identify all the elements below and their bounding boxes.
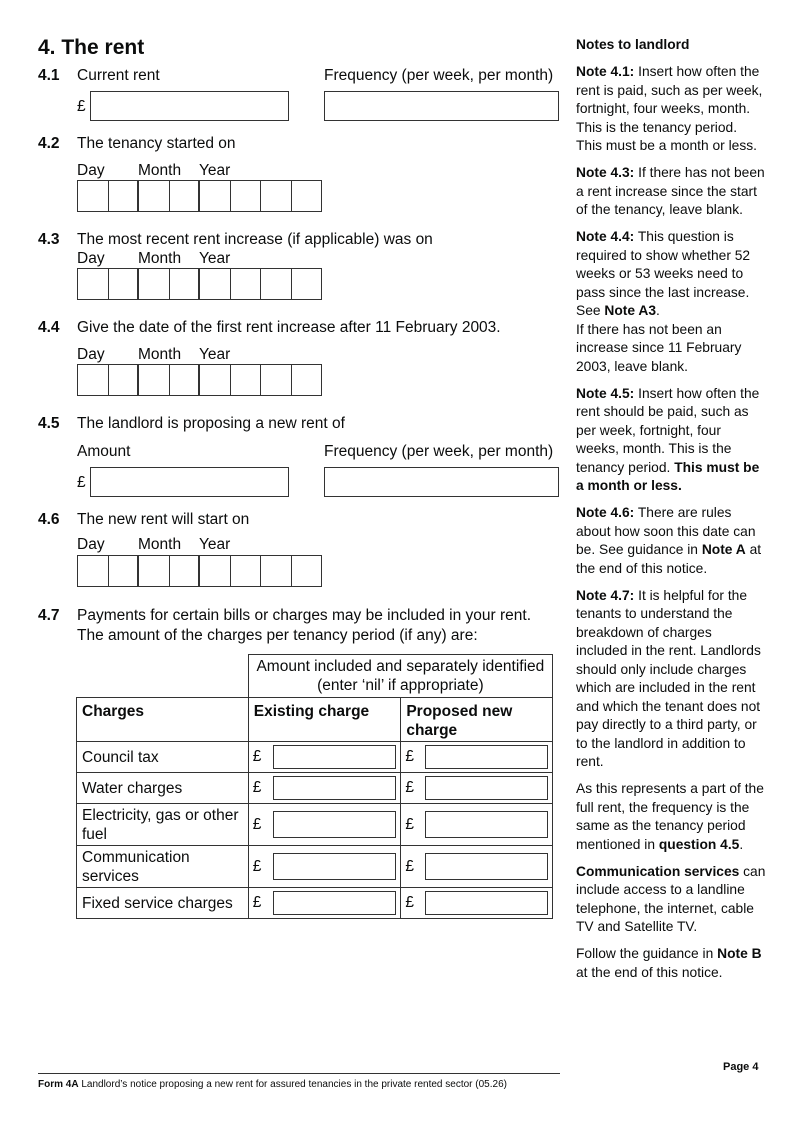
pound-sign: £ <box>405 857 414 875</box>
date-digit-cell[interactable] <box>78 365 109 395</box>
month-label: Month <box>138 162 182 179</box>
question-4-7-text-line2: The amount of the charges per tenancy period (if any) are: <box>77 627 478 644</box>
notes-heading: Notes to landlord <box>576 37 690 52</box>
pound-sign: £ <box>252 857 262 875</box>
current-rent-input[interactable] <box>90 91 289 121</box>
question-4-3-text: The most recent rent increase (if applicable) was on <box>77 231 433 248</box>
section-title: 4. The rent <box>38 36 145 59</box>
date-digit-cell[interactable] <box>200 269 231 299</box>
tenancy-start-date-input[interactable] <box>77 180 322 212</box>
day-label: Day <box>77 162 105 179</box>
date-digit-cell[interactable] <box>200 365 231 395</box>
table-row <box>77 804 553 846</box>
first-increase-date-input[interactable] <box>77 364 322 396</box>
table-row <box>77 846 553 888</box>
note-4-7: Note 4.7: It is helpful for the tenants to understand the breakdown of charges included in the rent. Landlords should only include charges which are included in the rent and which the tenant does not pay directly to a third party, or to the landlord in addition to rent. <box>576 587 761 769</box>
date-digit-cell[interactable] <box>231 269 262 299</box>
date-digit-cell[interactable] <box>231 365 262 395</box>
note-follow-guidance: Follow the guidance in Note B at the end of this notice. <box>576 946 762 980</box>
month-label: Month <box>138 250 182 267</box>
footer-text: Form 4A Landlord’s notice proposing a new rent for assured tenancies in the private rented sector (05.26) <box>38 1079 507 1090</box>
pound-sign: £ <box>252 748 262 765</box>
date-digit-cell[interactable] <box>78 181 109 211</box>
date-digit-cell[interactable] <box>109 269 140 299</box>
pound-sign: £ <box>252 779 262 796</box>
charges-column-header: Charges <box>77 698 249 742</box>
note-frequency: As this represents a part of the full rent, the frequency is the same as the tenancy period mentioned in question 4.5. <box>576 781 764 852</box>
question-4-4-number: 4.4 <box>38 319 60 336</box>
date-digit-cell[interactable] <box>78 269 109 299</box>
charge-label: Electricity, gas or other fuel <box>77 804 249 846</box>
date-digit-cell[interactable] <box>200 556 231 586</box>
date-digit-cell[interactable] <box>139 181 170 211</box>
pound-sign: £ <box>405 894 414 911</box>
date-digit-cell[interactable] <box>78 556 109 586</box>
council-tax-existing-input[interactable] <box>273 745 397 769</box>
date-digit-cell[interactable] <box>170 365 201 395</box>
date-digit-cell[interactable] <box>231 556 262 586</box>
current-rent-frequency-input[interactable] <box>324 91 559 121</box>
date-digit-cell[interactable] <box>261 365 292 395</box>
water-charges-existing-input[interactable] <box>273 776 397 800</box>
question-4-2-number: 4.2 <box>38 135 60 152</box>
date-digit-cell[interactable] <box>139 556 170 586</box>
date-digit-cell[interactable] <box>261 269 292 299</box>
pound-sign: £ <box>77 474 86 491</box>
question-4-2-text: The tenancy started on <box>77 135 236 152</box>
council-tax-proposed-input[interactable] <box>425 745 548 769</box>
question-4-1-text: Current rent <box>77 67 160 84</box>
date-digit-cell[interactable] <box>109 365 140 395</box>
question-4-1-frequency-label: Frequency (per week, per month) <box>324 67 554 84</box>
pound-sign: £ <box>252 815 262 833</box>
note-4-6: Note 4.6: There are rules about how soon this date can be. See guidance in Note A at the end of this notice. <box>576 505 762 576</box>
notes-panel <box>576 36 766 991</box>
table-row <box>77 888 553 919</box>
recent-increase-date-input[interactable] <box>77 268 322 300</box>
footer-divider <box>38 1073 560 1074</box>
date-digit-cell[interactable] <box>170 269 201 299</box>
charge-label: Water charges <box>77 773 249 804</box>
pound-sign: £ <box>405 815 414 833</box>
question-4-1-number: 4.1 <box>38 67 60 84</box>
month-label: Month <box>138 536 182 553</box>
note-4-4: Note 4.4: This question is required to show whether 52 weeks or 53 weeks need to pass since the last increase. See Note A3. If there has not been an increase since 11 February 2003, leave blank. <box>576 229 751 374</box>
question-4-7-text-line1: Payments for certain bills or charges may be included in your rent. <box>77 607 532 624</box>
question-4-7-number: 4.7 <box>38 607 60 624</box>
date-digit-cell[interactable] <box>170 181 201 211</box>
charges-group-header: Amount included and separately identified (enter ‘nil’ if appropriate) <box>248 655 552 698</box>
question-4-6-text: The new rent will start on <box>77 511 250 528</box>
new-rent-frequency-input[interactable] <box>324 467 559 497</box>
year-label: Year <box>199 250 231 267</box>
date-digit-cell[interactable] <box>170 556 201 586</box>
date-digit-cell[interactable] <box>292 556 323 586</box>
note-communication-services: Communication services can include access to a landline telephone, the internet, cable TV and Satellite TV. <box>576 863 766 934</box>
charge-label: Council tax <box>77 742 249 773</box>
charge-label: Communication services <box>77 846 249 888</box>
date-digit-cell[interactable] <box>261 181 292 211</box>
year-label: Year <box>199 162 231 179</box>
month-label: Month <box>138 346 182 363</box>
day-label: Day <box>77 536 105 553</box>
note-4-5: Note 4.5: Insert how often the rent should be paid, such as per week, fortnight, four weeks, month. This is the tenancy period. This must be a month or less. <box>576 385 760 493</box>
pound-sign: £ <box>405 748 414 765</box>
date-digit-cell[interactable] <box>261 556 292 586</box>
communication-existing-input[interactable] <box>273 853 397 880</box>
page-number: Page 4 <box>723 1061 759 1073</box>
pound-sign: £ <box>405 779 414 796</box>
new-rent-frequency-label: Frequency (per week, per month) <box>324 443 554 460</box>
fuel-existing-input[interactable] <box>273 811 397 838</box>
table-row <box>77 773 553 804</box>
question-4-5-text: The landlord is proposing a new rent of <box>77 415 345 432</box>
question-4-4-text: Give the date of the first rent increase after 11 February 2003. <box>77 319 501 336</box>
charges-table <box>76 654 553 919</box>
service-charges-existing-input[interactable] <box>273 891 397 915</box>
date-digit-cell[interactable] <box>292 181 323 211</box>
water-charges-proposed-input[interactable] <box>425 776 548 800</box>
pound-sign: £ <box>77 98 86 115</box>
date-digit-cell[interactable] <box>292 365 323 395</box>
charge-label: Fixed service charges <box>77 888 249 919</box>
new-rent-amount-input[interactable] <box>90 467 289 497</box>
pound-sign: £ <box>252 894 262 911</box>
date-digit-cell[interactable] <box>139 269 170 299</box>
date-digit-cell[interactable] <box>200 181 231 211</box>
date-digit-cell[interactable] <box>109 556 140 586</box>
day-label: Day <box>77 250 105 267</box>
year-label: Year <box>199 536 231 553</box>
proposed-charge-column-header: Proposed new charge <box>401 698 553 742</box>
question-4-3-number: 4.3 <box>38 231 60 248</box>
note-4-1: Note 4.1: Insert how often the rent is paid, such as per week, fortnight, four weeks, month. This is the tenancy period. This must be a month or less. <box>576 64 763 153</box>
date-digit-cell[interactable] <box>231 181 262 211</box>
question-4-6-number: 4.6 <box>38 511 60 528</box>
communication-proposed-input[interactable] <box>425 853 548 880</box>
date-digit-cell[interactable] <box>109 181 140 211</box>
new-rent-start-date-input[interactable] <box>77 555 322 587</box>
service-charges-proposed-input[interactable] <box>425 891 548 915</box>
existing-charge-column-header: Existing charge <box>248 698 401 742</box>
day-label: Day <box>77 346 105 363</box>
note-4-3: Note 4.3: If there has not been a rent increase since the start of the tenancy, leave blank. <box>576 165 765 217</box>
date-digit-cell[interactable] <box>292 269 323 299</box>
table-row <box>77 742 553 773</box>
date-digit-cell[interactable] <box>139 365 170 395</box>
year-label: Year <box>199 346 231 363</box>
question-4-5-number: 4.5 <box>38 415 60 432</box>
amount-label: Amount <box>77 443 131 460</box>
fuel-proposed-input[interactable] <box>425 811 548 838</box>
